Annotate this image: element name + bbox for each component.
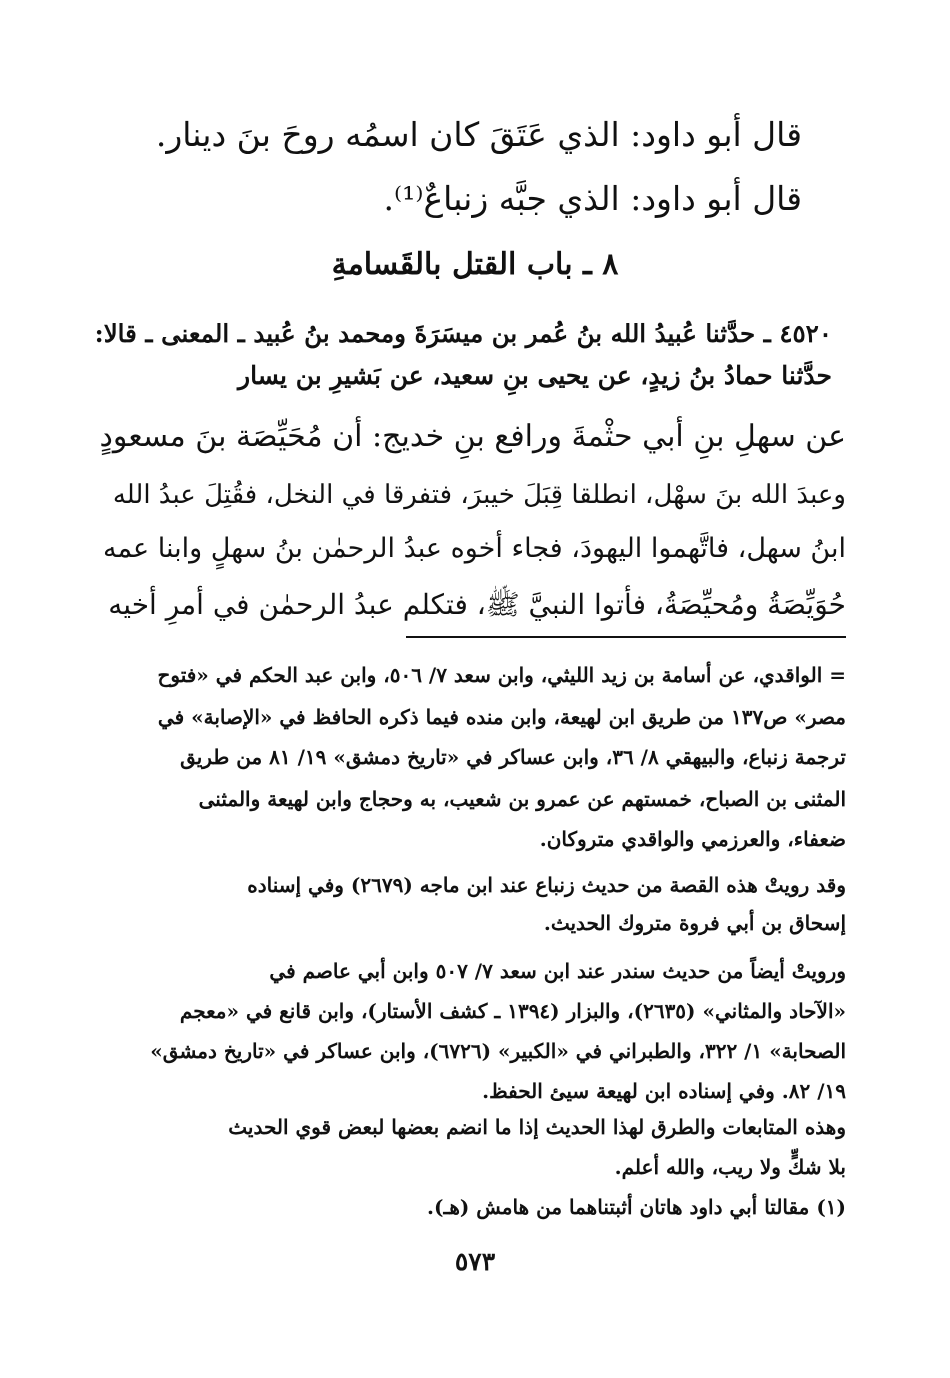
footnote-line: وقد رويتْ هذه القصة من حديث زنباع عند ابن ماجه (٢٦٧٩) وفي إسناده	[247, 873, 846, 897]
footnote-line: ترجمة زنباع، والبيهقي ٨/ ٣٦، وابن عساكر في «تاريخ دمشق» ١٩/ ٨١ من طريق	[180, 745, 846, 769]
footnote-line: ضعفاء، والعرزمي والواقدي متروكان.	[539, 827, 846, 851]
abu-dawud-note-1: قال أبو داود: الذي عَتَقَ كان اسمُه روحَ بنَ دينار.	[155, 115, 802, 154]
footnote-line: مصر» ص١٣٧ من طريق ابن لهيعة، وابن منده فيما ذكره الحافظ في «الإصابة» في	[157, 705, 846, 729]
footnote-line: ورويتْ أيضاً من حديث سندر عند ابن سعد ٧/ ٥٠٧ وابن أبي عاصم في	[269, 959, 846, 983]
hadith-text-line-2: وعبدَ الله بنَ سهْل، انطلقا قِبَلَ خيبرَ، فتفرقا في النخل، فقُتِلَ عبدُ الله	[112, 480, 846, 510]
footnote-line: ١٩/ ٨٢. وفي إسناده ابن لهيعة سيئ الحفظ.	[482, 1079, 846, 1103]
footnote-line: وهذه المتابعات والطرق لهذا الحديث إذا ما انضم بعضها لبعض قوي الحديث	[228, 1115, 846, 1139]
footnote-line: (١) مقالتا أبي داود هاتان أثبتناهما من هامش (هـ).	[427, 1195, 846, 1219]
footnote-line: بلا شكٍّ ولا ريب، والله أعلم.	[614, 1155, 846, 1179]
footnote-line: = الواقدي، عن أسامة بن زيد الليثي، وابن سعد ٧/ ٥٠٦، وابن عبد الحكم في «فتوح	[157, 663, 846, 687]
footnote-line: الصحابة» ١/ ٣٢٢، والطبراني في «الكبير» (٦٧٢٦)، وابن عساكر في «تاريخ دمشق»	[150, 1039, 846, 1063]
chapter-heading: ٨ ـ باب القتل بالقَسامةِ	[331, 247, 619, 282]
hadith-isnad-line-2: حدَّثنا حمادُ بنُ زيدٍ، عن يحيى بنِ سعيد، عن بَشيرِ بن يسار	[238, 361, 832, 390]
footnote-separator	[406, 636, 846, 638]
footnote-line: المثنى بن الصباح، خمستهم عن عمرو بن شعيب، به وحجاج وابن لهيعة والمثنى	[198, 787, 846, 811]
page-number: ٥٧٣	[454, 1247, 496, 1276]
footnote-line: «الآحاد والمثاني» (٢٦٣٥)، والبزار (١٣٩٤ ـ كشف الأستار)، وابن قانع في «معجم	[179, 999, 846, 1023]
hadith-text-line-1: عن سهلِ بنِ أبي حثْمةَ ورافع بنِ خديج: أن مُحَيِّصَة بنَ مسعودٍ	[99, 419, 846, 454]
hadith-isnad-line-1: ٤٥٢٠ ـ حدَّثنا عُبيدُ الله بنُ عُمر بن ميسَرَةَ ومحمد بنُ عُبيد ـ المعنى ـ قالا:	[94, 319, 832, 348]
hadith-text-line-4: حُوَيِّصَةُ ومُحيِّصَةُ، فأتوا النبيَّ ﷺ، فتكلم عبدُ الرحمٰن في أمرِ أخيه	[108, 588, 846, 621]
abu-dawud-note-2: قال أبو داود: الذي جبَّه زنباعٌ⁽¹⁾.	[383, 179, 802, 218]
footnote-line: إسحاق بن أبي فروة متروك الحديث.	[543, 911, 846, 935]
hadith-text-line-3: ابنُ سهل، فاتَّهموا اليهودَ، فجاء أخوه عبدُ الرحمٰن بنُ سهلٍ وابنا عمه	[102, 533, 846, 564]
